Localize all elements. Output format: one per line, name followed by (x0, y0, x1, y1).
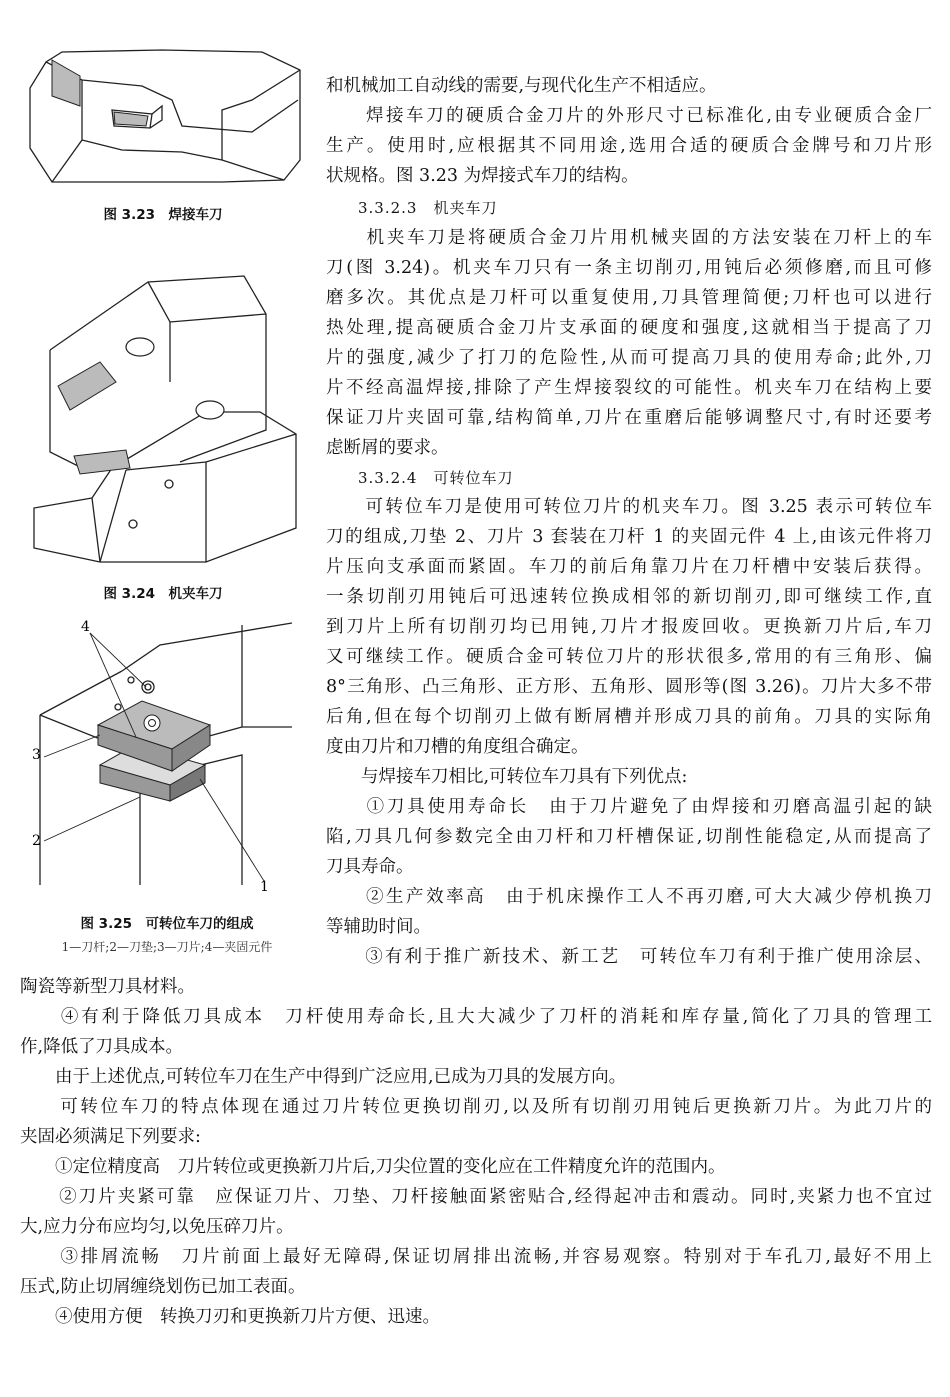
figure-3-24-caption: 图 3.24 机夹车刀 (103, 586, 223, 602)
text-line: ④有利于降低刀具成本 刀杆使用寿命长,且大大减少了刀杆的消耗和库存量,简化了刀具的管理工 (20, 1007, 932, 1027)
figure-3-25-label-2: 2 (32, 833, 41, 849)
figure-3-24-clamped-turning-tool (30, 262, 302, 568)
text-line: ③排屑流畅 刀片前面上最好无障碍,保证切屑排出流畅,并容易观察。特别对于车孔刀,最好不用上 (20, 1247, 932, 1267)
text-line: 可转位车刀是使用可转位刀片的机夹车刀。图 3.25 表示可转位车 (326, 497, 932, 517)
text-line: 生产。使用时,应根据其不同用途,选用合适的硬质合金牌号和刀片形 (326, 136, 932, 156)
text-line: 虑断屑的要求。 (326, 438, 449, 458)
text-line: 磨多次。其优点是刀杆可以重复使用,刀具管理简便;刀杆也可以进行 (326, 288, 932, 308)
text-line: 等辅助时间。 (326, 917, 431, 937)
text-line: 陷,刀具几何参数完全由刀杆和刀杆槽保证,切削性能稳定,从而提高了 (326, 827, 932, 847)
text-line: 后角,但在每个切削刃上做有断屑槽并形成刀具的前角。刀具的实际角 (326, 707, 932, 727)
text-line: 热处理,提高硬质合金刀片支承面的硬度和强度,这就相当于提高了刀 (326, 318, 932, 338)
text-line: 到刀片上所有切削刃均已用钝,刀片才报废回收。更换新刀片后,车刀 (326, 617, 932, 637)
text-line: 刀具寿命。 (326, 857, 414, 877)
text-line: 可转位车刀的特点体现在通过刀片转位更换切削刃,以及所有切削刃用钝后更换新刀片。为此刀片的 (20, 1097, 932, 1117)
figure-3-25-label-4: 4 (81, 619, 90, 635)
text-line: 压式,防止切屑缠绕划伤已加工表面。 (20, 1277, 306, 1297)
text-line: ④使用方便 转换刀刃和更换新刀片方便、迅速。 (20, 1307, 440, 1327)
text-line: 状规格。图 3.23 为焊接式车刀的结构。 (326, 166, 639, 186)
text-line: ③有利于推广新技术、新工艺 可转位车刀有利于推广使用涂层、 (326, 947, 932, 967)
figure-3-23-caption: 图 3.23 焊接车刀 (103, 207, 223, 223)
figure-3-25-legend: 1—刀杆;2—刀垫;3—刀片;4—夹固元件 (61, 940, 273, 954)
figure-3-25-label-3: 3 (32, 747, 41, 763)
figure-3-23-welded-turning-tool (22, 40, 304, 190)
text-line: 刀(图 3.24)。机夹车刀只有一条主切削刃,用钝后必须修磨,而且可修 (326, 258, 932, 278)
text-line: 作,降低了刀具成本。 (20, 1037, 184, 1057)
text-line: 度由刀片和刀槽的角度组合确定。 (326, 737, 589, 757)
text-line: 保证刀片夹固可靠,结构简单,刀片在重磨后能够调整尺寸,有时还要考 (326, 408, 932, 428)
text-line: 焊接车刀的硬质合金刀片的外形尺寸已标准化,由专业硬质合金厂 (326, 106, 932, 126)
text-line: 8°三角形、凸三角形、正方形、五角形、圆形等(图 3.26)。刀片大多不带 (326, 677, 932, 697)
text-line: 一条切削刃用钝后可迅速转位换成相邻的新切削刃,即可继续工作,直 (326, 587, 932, 607)
text-line: 和机械加工自动线的需要,与现代化生产不相适应。 (326, 76, 717, 96)
text-line: ①定位精度高 刀片转位或更换新刀片后,刀尖位置的变化应在工件精度允许的范围内。 (20, 1157, 726, 1177)
text-line: 由于上述优点,可转位车刀在生产中得到广泛应用,已成为刀具的发展方向。 (20, 1067, 627, 1087)
section-heading: 3.3.2.4 可转位车刀 (326, 469, 514, 487)
text-line: 与焊接车刀相比,可转位车刀具有下列优点: (326, 767, 688, 787)
text-line: 大,应力分布应均匀,以免压碎刀片。 (20, 1217, 294, 1237)
text-line: 夹固必须满足下列要求: (20, 1127, 201, 1147)
figure-3-25-caption: 图 3.25 可转位车刀的组成 (80, 916, 254, 932)
text-line: 片不经高温焊接,排除了产生焊接裂纹的可能性。机夹车刀在结构上要 (326, 378, 932, 398)
text-line: ②生产效率高 由于机床操作工人不再刃磨,可大大减少停机换刀 (326, 887, 932, 907)
figure-3-25-label-1: 1 (260, 879, 269, 895)
text-line: 刀的组成,刀垫 2、刀片 3 套装在刀杆 1 的夹固元件 4 上,由该元件将刀 (326, 527, 932, 547)
figure-3-25-indexable-turning-tool (30, 615, 300, 895)
text-line: 片的强度,减少了打刀的危险性,从而可提高刀具的使用寿命;此外,刀 (326, 348, 932, 368)
text-line: 机夹车刀是将硬质合金刀片用机械夹固的方法安装在刀杆上的车 (326, 228, 932, 248)
text-line: 片压向支承面而紧固。车刀的前后角靠刀片在刀杆槽中安装后获得。 (326, 557, 932, 577)
text-line: ①刀具使用寿命长 由于刀片避免了由焊接和刃磨高温引起的缺 (326, 797, 932, 817)
text-line: 陶瓷等新型刀具材料。 (20, 977, 195, 997)
section-heading: 3.3.2.3 机夹车刀 (326, 199, 498, 217)
text-line: ②刀片夹紧可靠 应保证刀片、刀垫、刀杆接触面紧密贴合,经得起冲击和震动。同时,夹紧力也不宜过 (20, 1187, 932, 1207)
text-line: 又可继续工作。硬质合金可转位刀片的形状很多,常用的有三角形、偏 (326, 647, 932, 667)
